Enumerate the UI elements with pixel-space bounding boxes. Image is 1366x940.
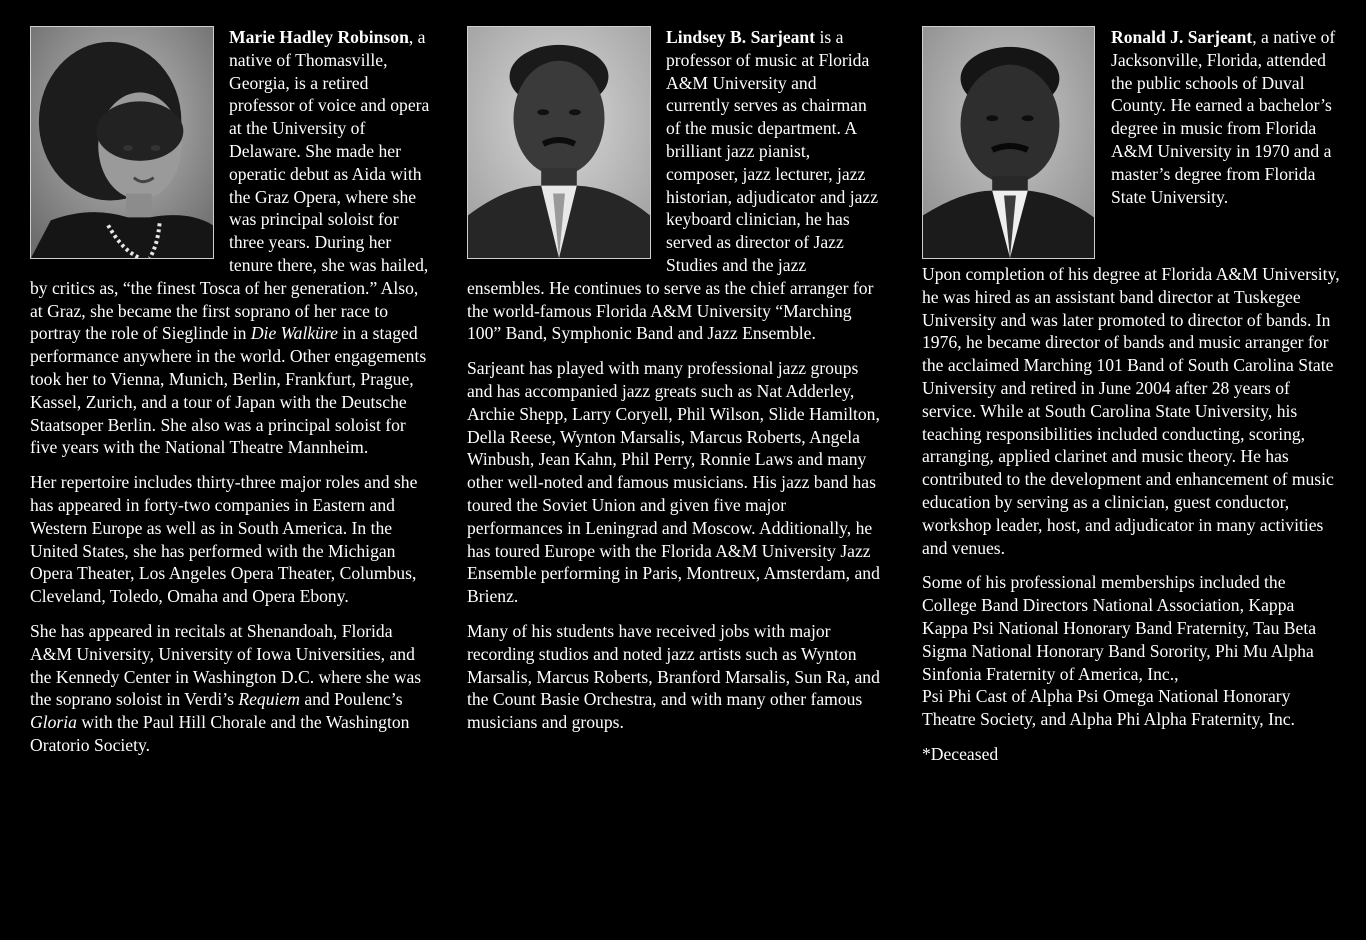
bio-paragraph-3: Many of his students have received jobs with major recording studios and noted jazz artists such as Wynton Marsalis, Marcus Roberts, Branford Marsalis, Sun Ra, and the Count Basie Orchestra, and with many other famous musicians and groups. bbox=[467, 620, 880, 733]
portrait-woman-icon bbox=[31, 27, 213, 258]
bio-column-marie-hadley-robinson bbox=[30, 26, 430, 769]
portrait-man-icon bbox=[468, 27, 650, 258]
portrait-man-icon bbox=[923, 27, 1094, 258]
bio-column-ronald-j-sarjeant bbox=[922, 26, 1342, 778]
bio-paragraph-2: Sarjeant has played with many professional jazz groups and has accompanied jazz greats such as Nat Adderley, Archie Shepp, Larry Coryell, Phil Wilson, Slide Hamilton, Della Reese, Wynton Marsalis, Marcus Roberts, Angela Winbush, Jean Kahn, Phil Perry, Ronnie Laws and many other well-noted and famous musicians. His jazz band has toured the Soviet Union and given five major performances in Leningrad and Moscow. Additionally, he has toured Europe with the Florida A&M University Jazz Ensemble performing in Paris, Montreux, Amsterdam, and Brienz. bbox=[467, 358, 880, 607]
deceased-note: *Deceased bbox=[922, 743, 999, 764]
portrait-photo-ronald-j-sarjeant bbox=[922, 26, 1095, 259]
bio-paragraph-1: Marie Hadley Robinson, a native of Thomasville, Georgia, is a retired professor of voice and opera at the University of Delaware. She made her operatic debut as Aida with the Graz Opera, where she was principal soloist for three years. During her tenure there, she was hailed, by critics as, “the finest Tosca of her generation.” Also, at Graz, she became the first soprano of her race to portray the role of Sieglinde in Die Walküre in a staged performance anywhere in the world. Other engagements took her to Vienna, Munich, Berlin, Frankfurt, Prague, Kassel, Zurich, and a tour of Japan with the Deutsche Staatsoper Berlin. She also was a principal soloist for five years with the National Theatre Mannheim. bbox=[30, 27, 430, 458]
bio-paragraph-1: Lindsey B. Sarjeant is a professor of music at Florida A&M University and currently serves as chairman of the music department. A brilliant jazz pianist, composer, jazz lecturer, jazz historian, adjudicator and jazz keyboard clinician, he has served as director of Jazz Studies and the jazz ensembles. He continues to serve as the chief arranger for the world-famous Florida A&M University “Marching 100” Band, Symphonic Band and Jazz Ensemble. bbox=[467, 27, 879, 344]
bio-paragraph-2: Her repertoire includes thirty-three major roles and she has appeared in forty-two companies in Eastern and Western Europe as well as in South America. In the United States, she has performed with the Michigan Opera Theater, Los Angeles Opera Theater, Columbus, Cleveland, Toledo, Omaha and Opera Ebony. bbox=[30, 472, 418, 607]
bio-column-lindsey-b-sarjeant bbox=[467, 26, 882, 746]
bio-name: Marie Hadley Robinson bbox=[229, 27, 409, 47]
bio-paragraph-3: Some of his professional memberships included the College Band Directors National Association, Kappa Kappa Psi National Honorary Band Fraternity, Tau Beta Sigma National Honorary Band Sorority, Phi Mu Alpha Sinfonia Fraternity of America, Inc., Psi Phi Cast of Alpha Psi Omega National Honorary Theatre Society, and Alpha Phi Alpha Fraternity, Inc. bbox=[922, 572, 1317, 730]
bio-paragraph-1: Ronald J. Sarjeant, a native of Jacksonville, Florida, attended the public schools of Duval County. He earned a bachelor’s degree in music from Florida A&M University in 1970 and a master’s degree from Florida State University. bbox=[1111, 27, 1336, 207]
bio-name: Lindsey B. Sarjeant bbox=[666, 27, 816, 47]
portrait-photo-lindsey-b-sarjeant bbox=[467, 26, 651, 259]
bio-name: Ronald J. Sarjeant bbox=[1111, 27, 1253, 47]
portrait-photo-marie-hadley-robinson bbox=[30, 26, 214, 259]
bio-paragraph-2: Upon completion of his degree at Florida A&M University, he was hired as an assistant band director at Tuskegee University and was later promoted to director of bands. In 1976, he became director of bands and music arranger for the acclaimed Marching 101 Band of South Carolina State University and retired in June 2004 after 28 years of service. While at South Carolina State University, his teaching responsibilities included conducting, scoring, arranging, applied clarinet and music theory. He has contributed to the development and enhancement of music education by serving as a clinician, guest conductor, workshop leader, host, and adjudicator in many activities and venues. bbox=[922, 264, 1340, 558]
bio-paragraph-3: She has appeared in recitals at Shenandoah, Florida A&M University, University of Iowa Universities, and the Kennedy Center in Washington D.C. where she was the soprano soloist in Verdi’s Requiem and Poulenc’s Gloria with the Paul Hill Chorale and the Washington Oratorio Society. bbox=[30, 620, 422, 755]
